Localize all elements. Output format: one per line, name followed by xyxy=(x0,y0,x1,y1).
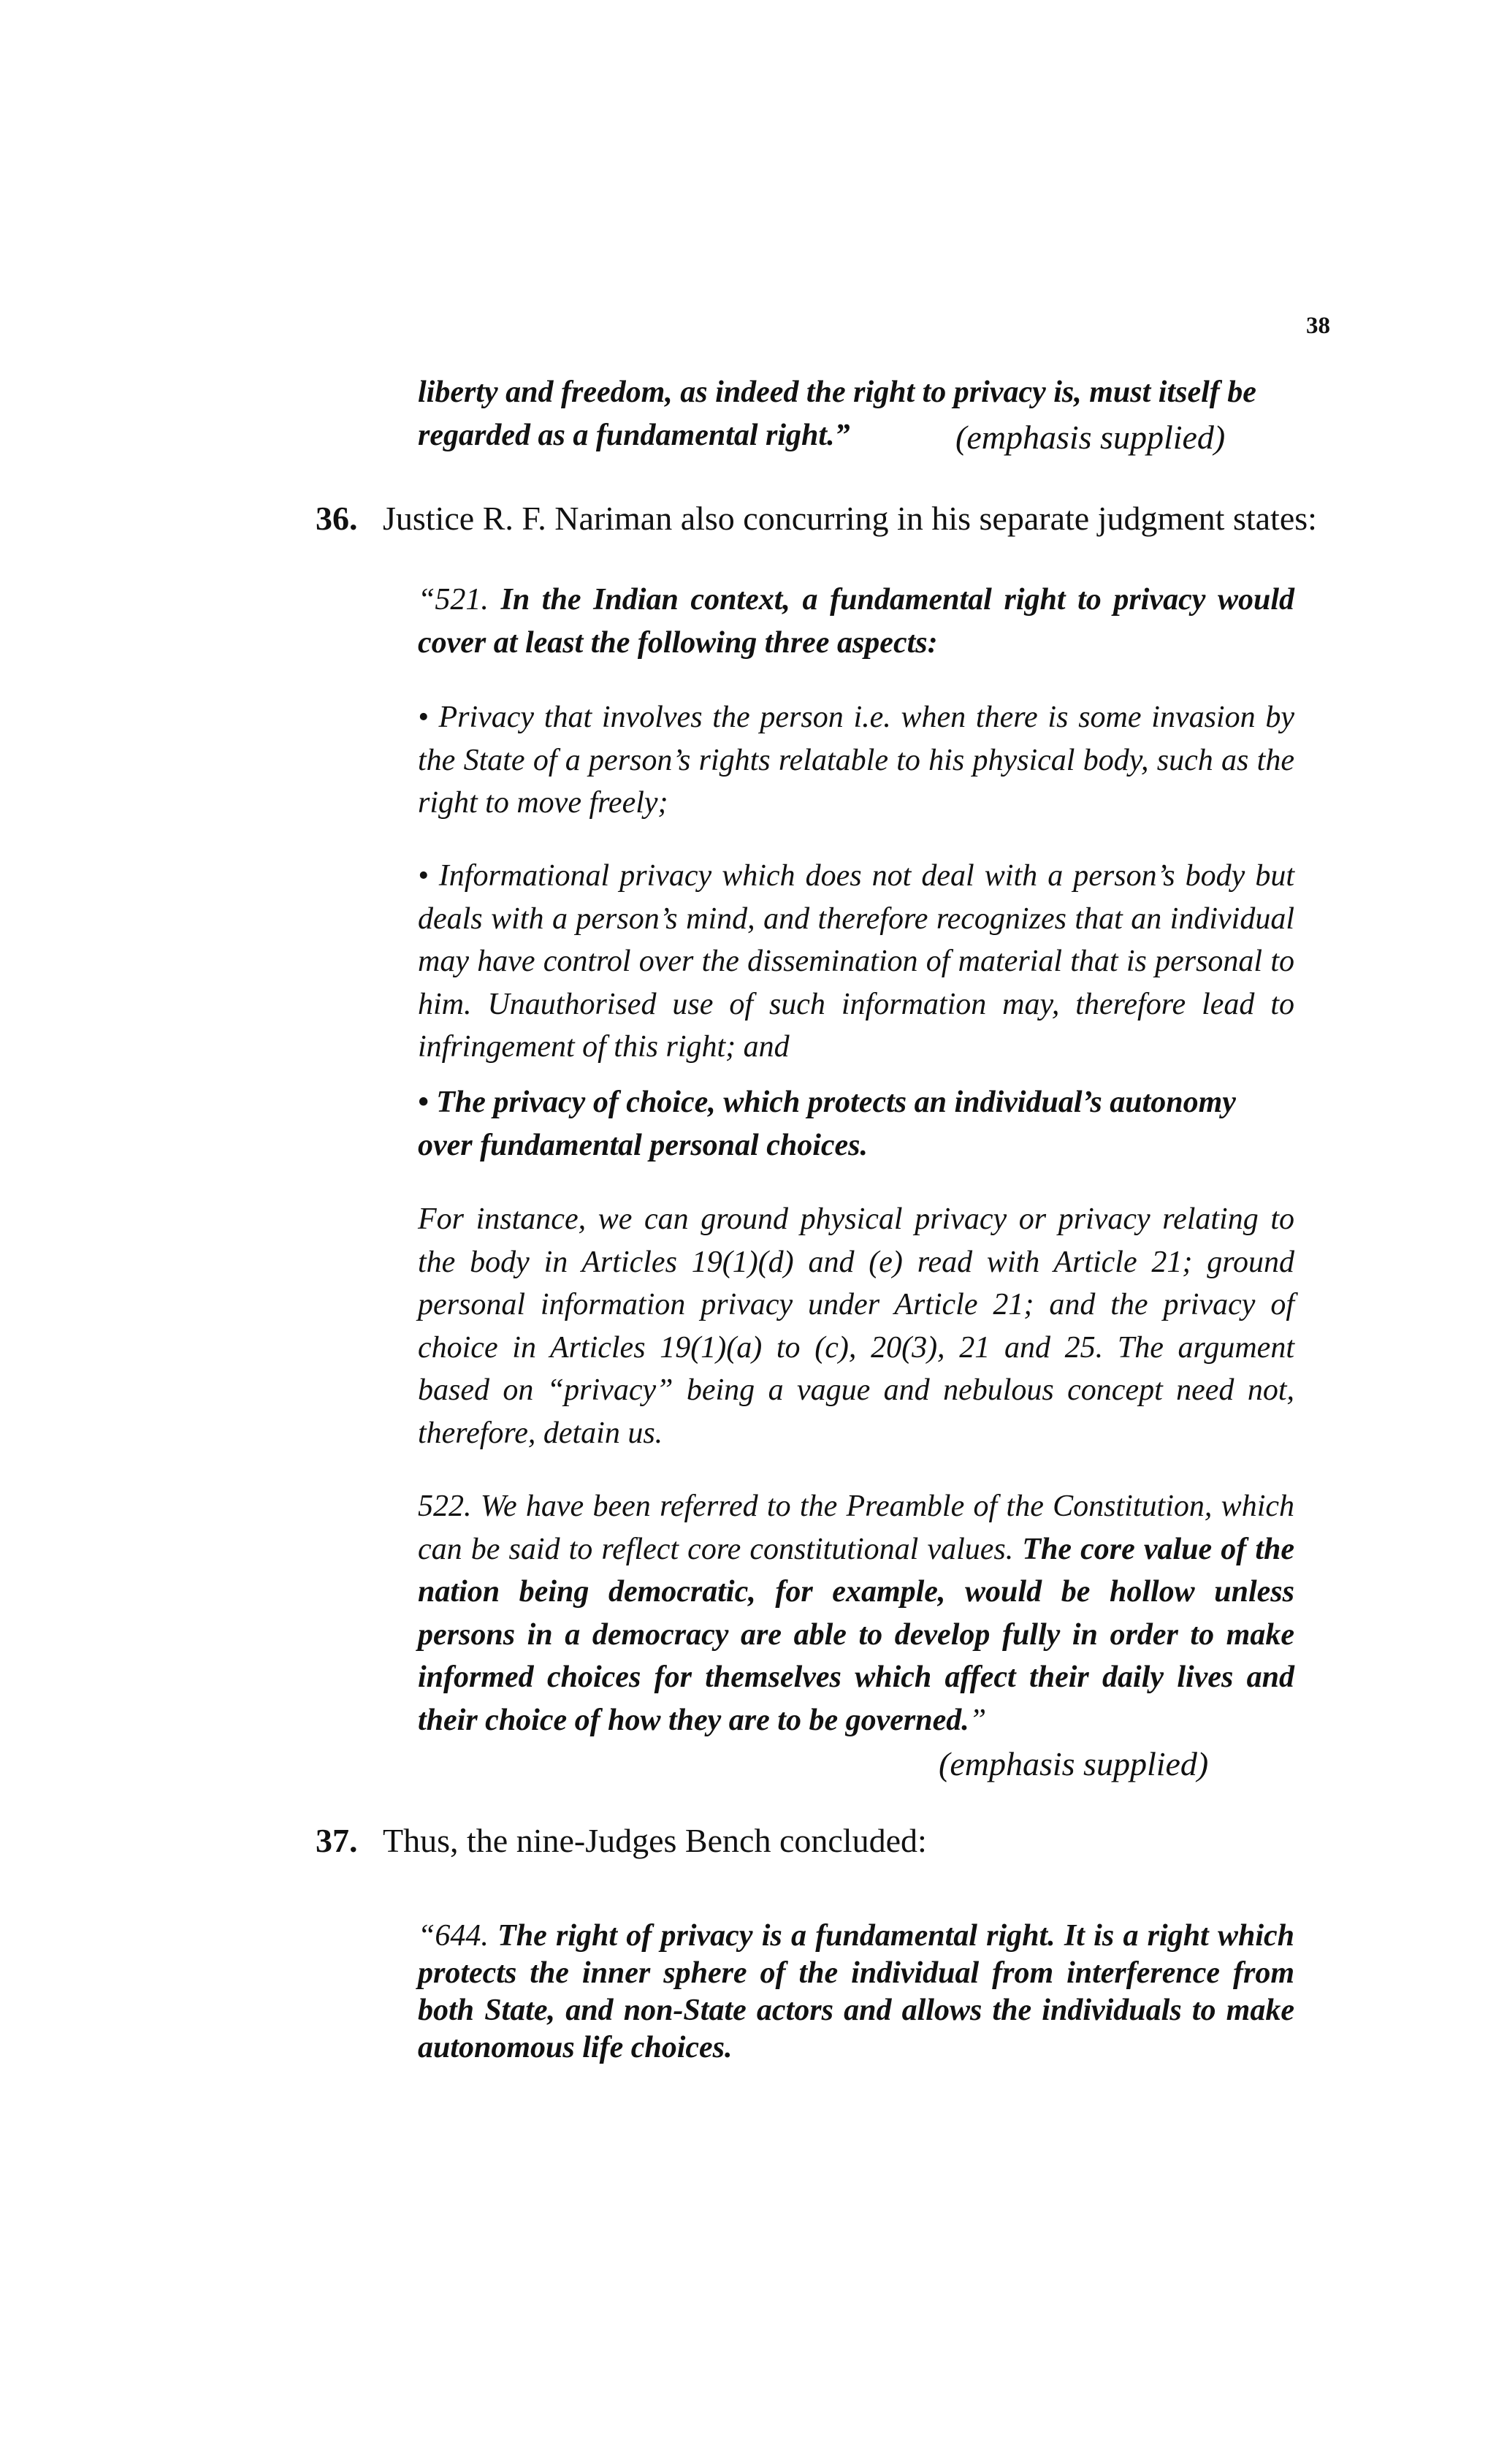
page-number: 38 xyxy=(1306,313,1330,339)
paragraph-text: Thus, the nine-Judges Bench concluded: xyxy=(383,1822,927,1859)
bullet-symbol: • xyxy=(418,701,429,734)
emphasis-note-522: (emphasis supplied) xyxy=(939,1745,1209,1782)
quote-522-closing: ” xyxy=(969,1703,987,1737)
top-quote-line2: regarded as a fundamental right.” xyxy=(418,418,850,452)
quote-521-bullet-3 xyxy=(418,1081,1294,1167)
quote-heading: In the Indian context, a fundamental right to privacy would cover at least the following three aspects: xyxy=(418,583,1295,660)
quote-521-bullet-1 xyxy=(418,696,1294,825)
paragraph-37 xyxy=(316,1819,927,1863)
instance-text: For instance, we can ground physical privacy or privacy relating to the body in Articles 19(1)(d) and (e) read with Article 21; ground personal information privacy under Article 21; and the privacy of choice in Articles 19(1)(a) to (c), 20(3), 21 and 25. The argument based on “privacy” being a vague and nebulous concept need not, therefore, detain us. xyxy=(418,1202,1294,1450)
paragraph-number: 37. xyxy=(316,1822,358,1859)
top-quote-line1: liberty and freedom, as indeed the right to privacy is, must itself be xyxy=(418,375,1256,409)
quote-number: “521. xyxy=(418,583,489,617)
quote-644-number: “644. xyxy=(418,1919,489,1953)
quote-522 xyxy=(418,1485,1294,1742)
bullet-text: The privacy of choice, which protects an individual’s autonomy over fundamental personal choices. xyxy=(418,1086,1236,1162)
paragraph-number: 36. xyxy=(316,500,358,537)
quote-522-plain: 522. We have been referred to the Preamble of the Constitution, which can be said to reflect core constitutional values. xyxy=(418,1490,1294,1566)
quote-644 xyxy=(418,1918,1294,2067)
bullet-text: Informational privacy which does not deal with a person’s body but deals with a person’s mind, and therefore recognizes that an individual may have control over the dissemination of material that is personal to him. Unauthorised use of such information may, therefore lead to infringement of this right; and xyxy=(418,859,1294,1064)
quote-522-bold: The core value of the nation being democratic, for example, would be hollow unless persons in a democracy are able to develop fully in order to make informed choices for themselves which affect their daily lives and their choice of how they are to be governed. xyxy=(418,1532,1295,1737)
quote-644-bold: The right of privacy is a fundamental right. It is a right which protects the inner sphere of the individual from interference from both State, and non-State actors and allows the individuals to make autonomous life choices. xyxy=(418,1919,1295,2064)
bullet-text: Privacy that involves the person i.e. when there is some invasion by the State of a person’s rights relatable to his physical body, such as the right to move freely; xyxy=(418,701,1295,820)
bullet-symbol: • xyxy=(418,1086,429,1119)
paragraph-36 xyxy=(316,497,1317,541)
quote-521-bullet-2 xyxy=(418,855,1294,1069)
emphasis-note-top: (emphasis supplied) xyxy=(955,419,1226,456)
bullet-symbol: • xyxy=(418,859,429,893)
paragraph-text: Justice R. F. Nariman also concurring in his separate judgment states: xyxy=(383,500,1317,537)
quote-521-heading xyxy=(418,579,1294,664)
quote-521-instance xyxy=(418,1198,1294,1454)
